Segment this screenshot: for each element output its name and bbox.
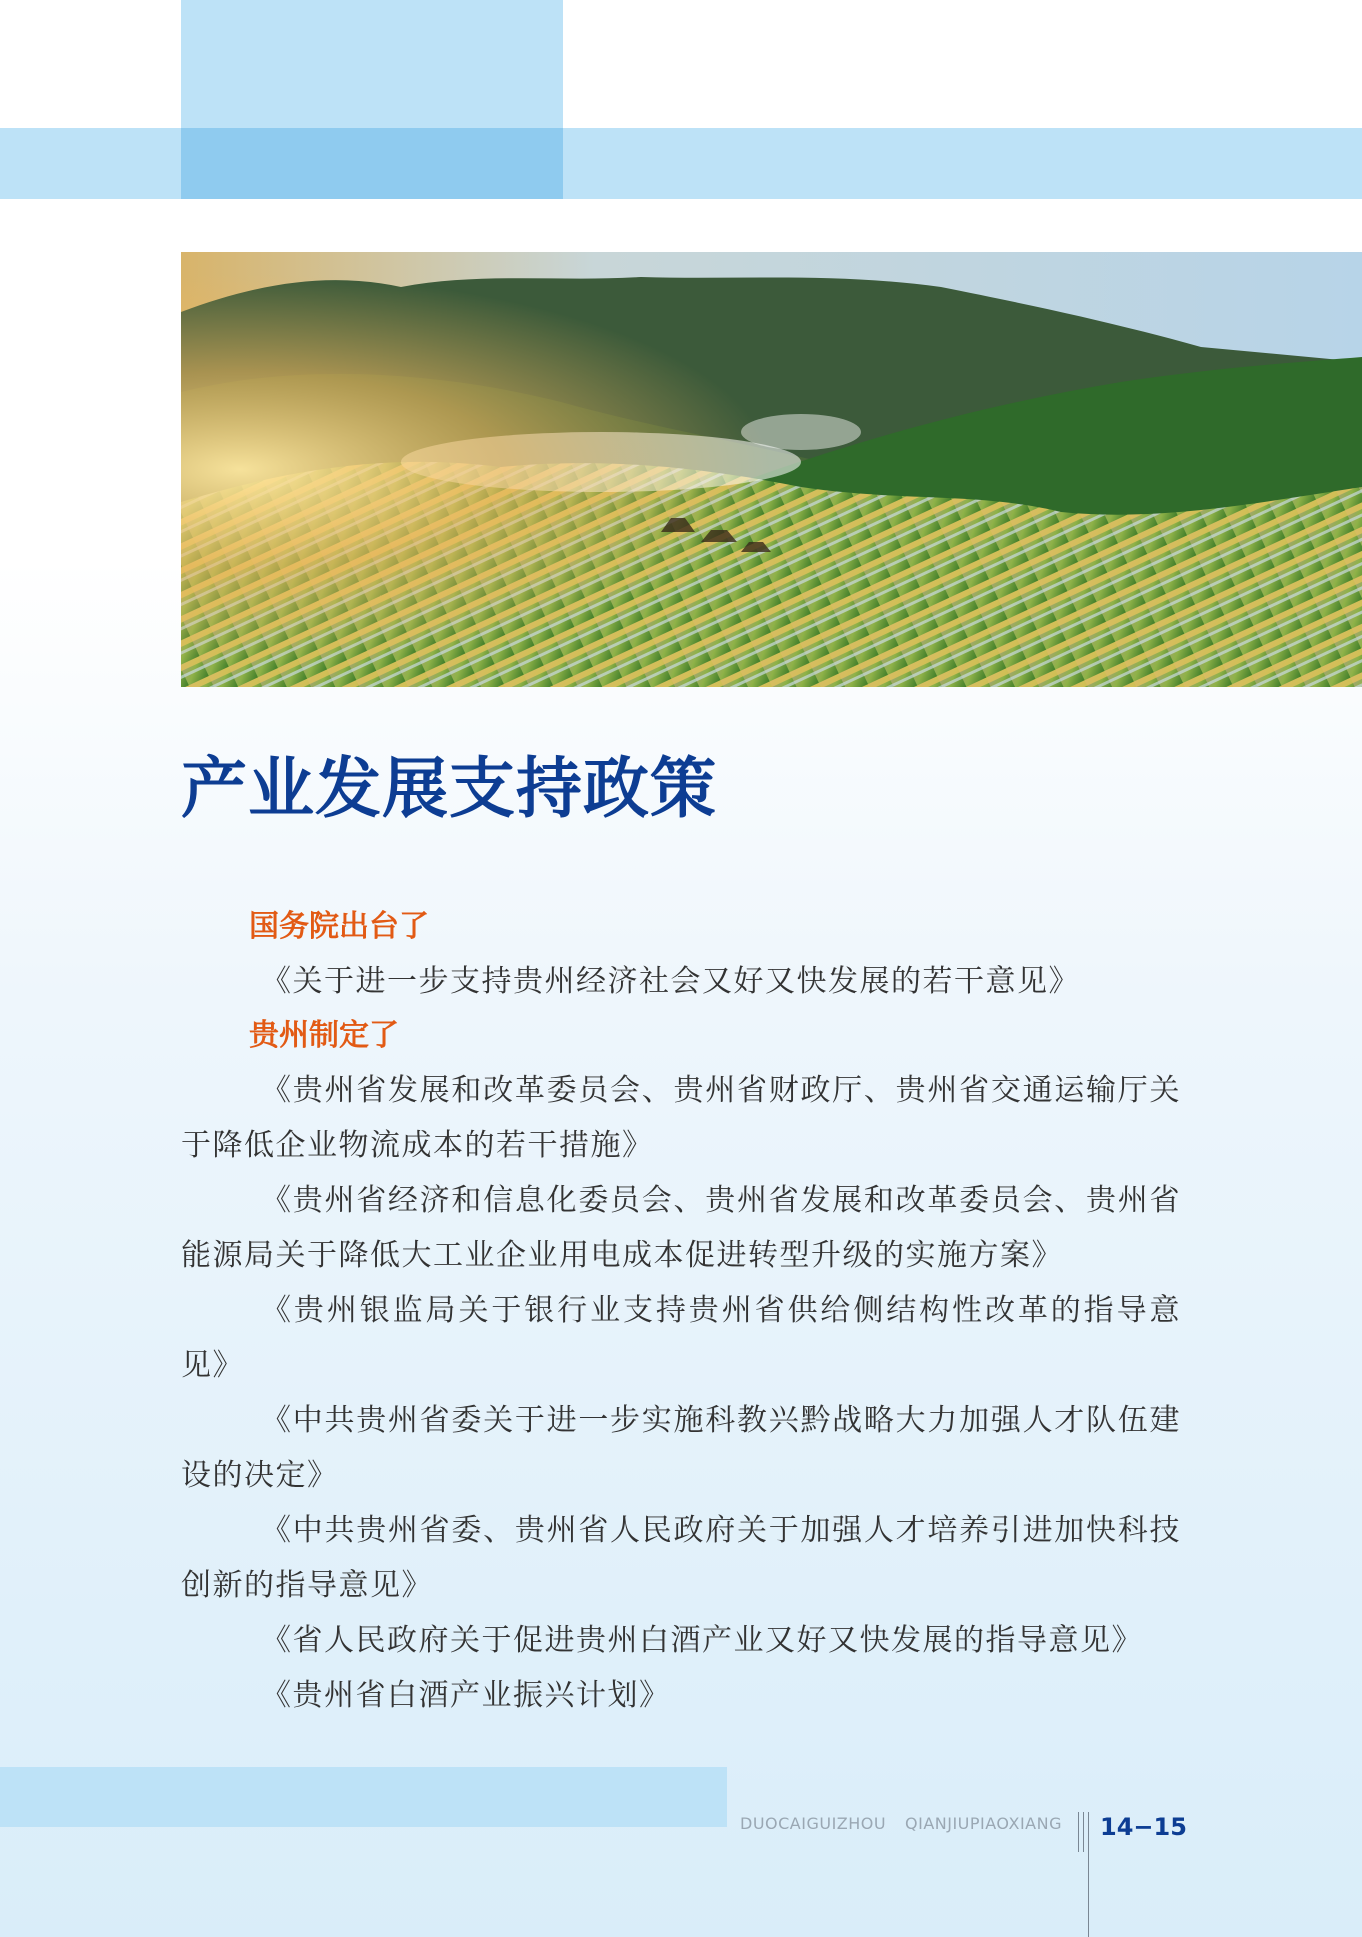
policy-item: 《中共贵州省委、贵州省人民政府关于加强人才培养引进加快科技创新的指导意见》	[181, 1513, 1181, 1603]
policy-item: 《省人民政府关于促进贵州白酒产业又好又快发展的指导意见》	[261, 1623, 1143, 1658]
section-heading: 贵州制定了	[249, 1018, 399, 1053]
footer-divider	[1088, 1812, 1089, 1937]
footer-divider	[1078, 1812, 1079, 1852]
footer-text-qianjiupiaoxiang: QIANJIUPIAOXIANG	[905, 1814, 1062, 1833]
rice-terrace-landscape-photo	[181, 252, 1362, 687]
policy-item: 《贵州省经济和信息化委员会、贵州省发展和改革委员会、贵州省能源局关于降低大工业企业用电成本促进转型升级的实施方案》	[181, 1183, 1181, 1273]
page-title: 产业发展支持政策	[181, 749, 717, 827]
page-number: 14−15	[1100, 1813, 1187, 1841]
top-decor-overlap	[181, 128, 563, 199]
policy-item: 《贵州省发展和改革委员会、贵州省财政厅、贵州省交通运输厅关于降低企业物流成本的若干措施》	[181, 1073, 1181, 1163]
policy-list	[181, 900, 1181, 1723]
footer-text-duocaiguizhou: DUOCAIGUIZHOU	[740, 1814, 887, 1833]
bottom-decor-band	[0, 1767, 727, 1827]
policy-item: 《贵州省白酒产业振兴计划》	[261, 1678, 671, 1713]
policy-item: 《贵州银监局关于银行业支持贵州省供给侧结构性改革的指导意见》	[181, 1293, 1181, 1383]
footer-divider	[1083, 1812, 1084, 1852]
section-heading: 国务院出台了	[249, 909, 429, 944]
policy-item: 《关于进一步支持贵州经济社会又好又快发展的若干意见》	[261, 964, 1080, 999]
policy-item: 《中共贵州省委关于进一步实施科教兴黔战略大力加强人才队伍建设的决定》	[181, 1403, 1181, 1493]
